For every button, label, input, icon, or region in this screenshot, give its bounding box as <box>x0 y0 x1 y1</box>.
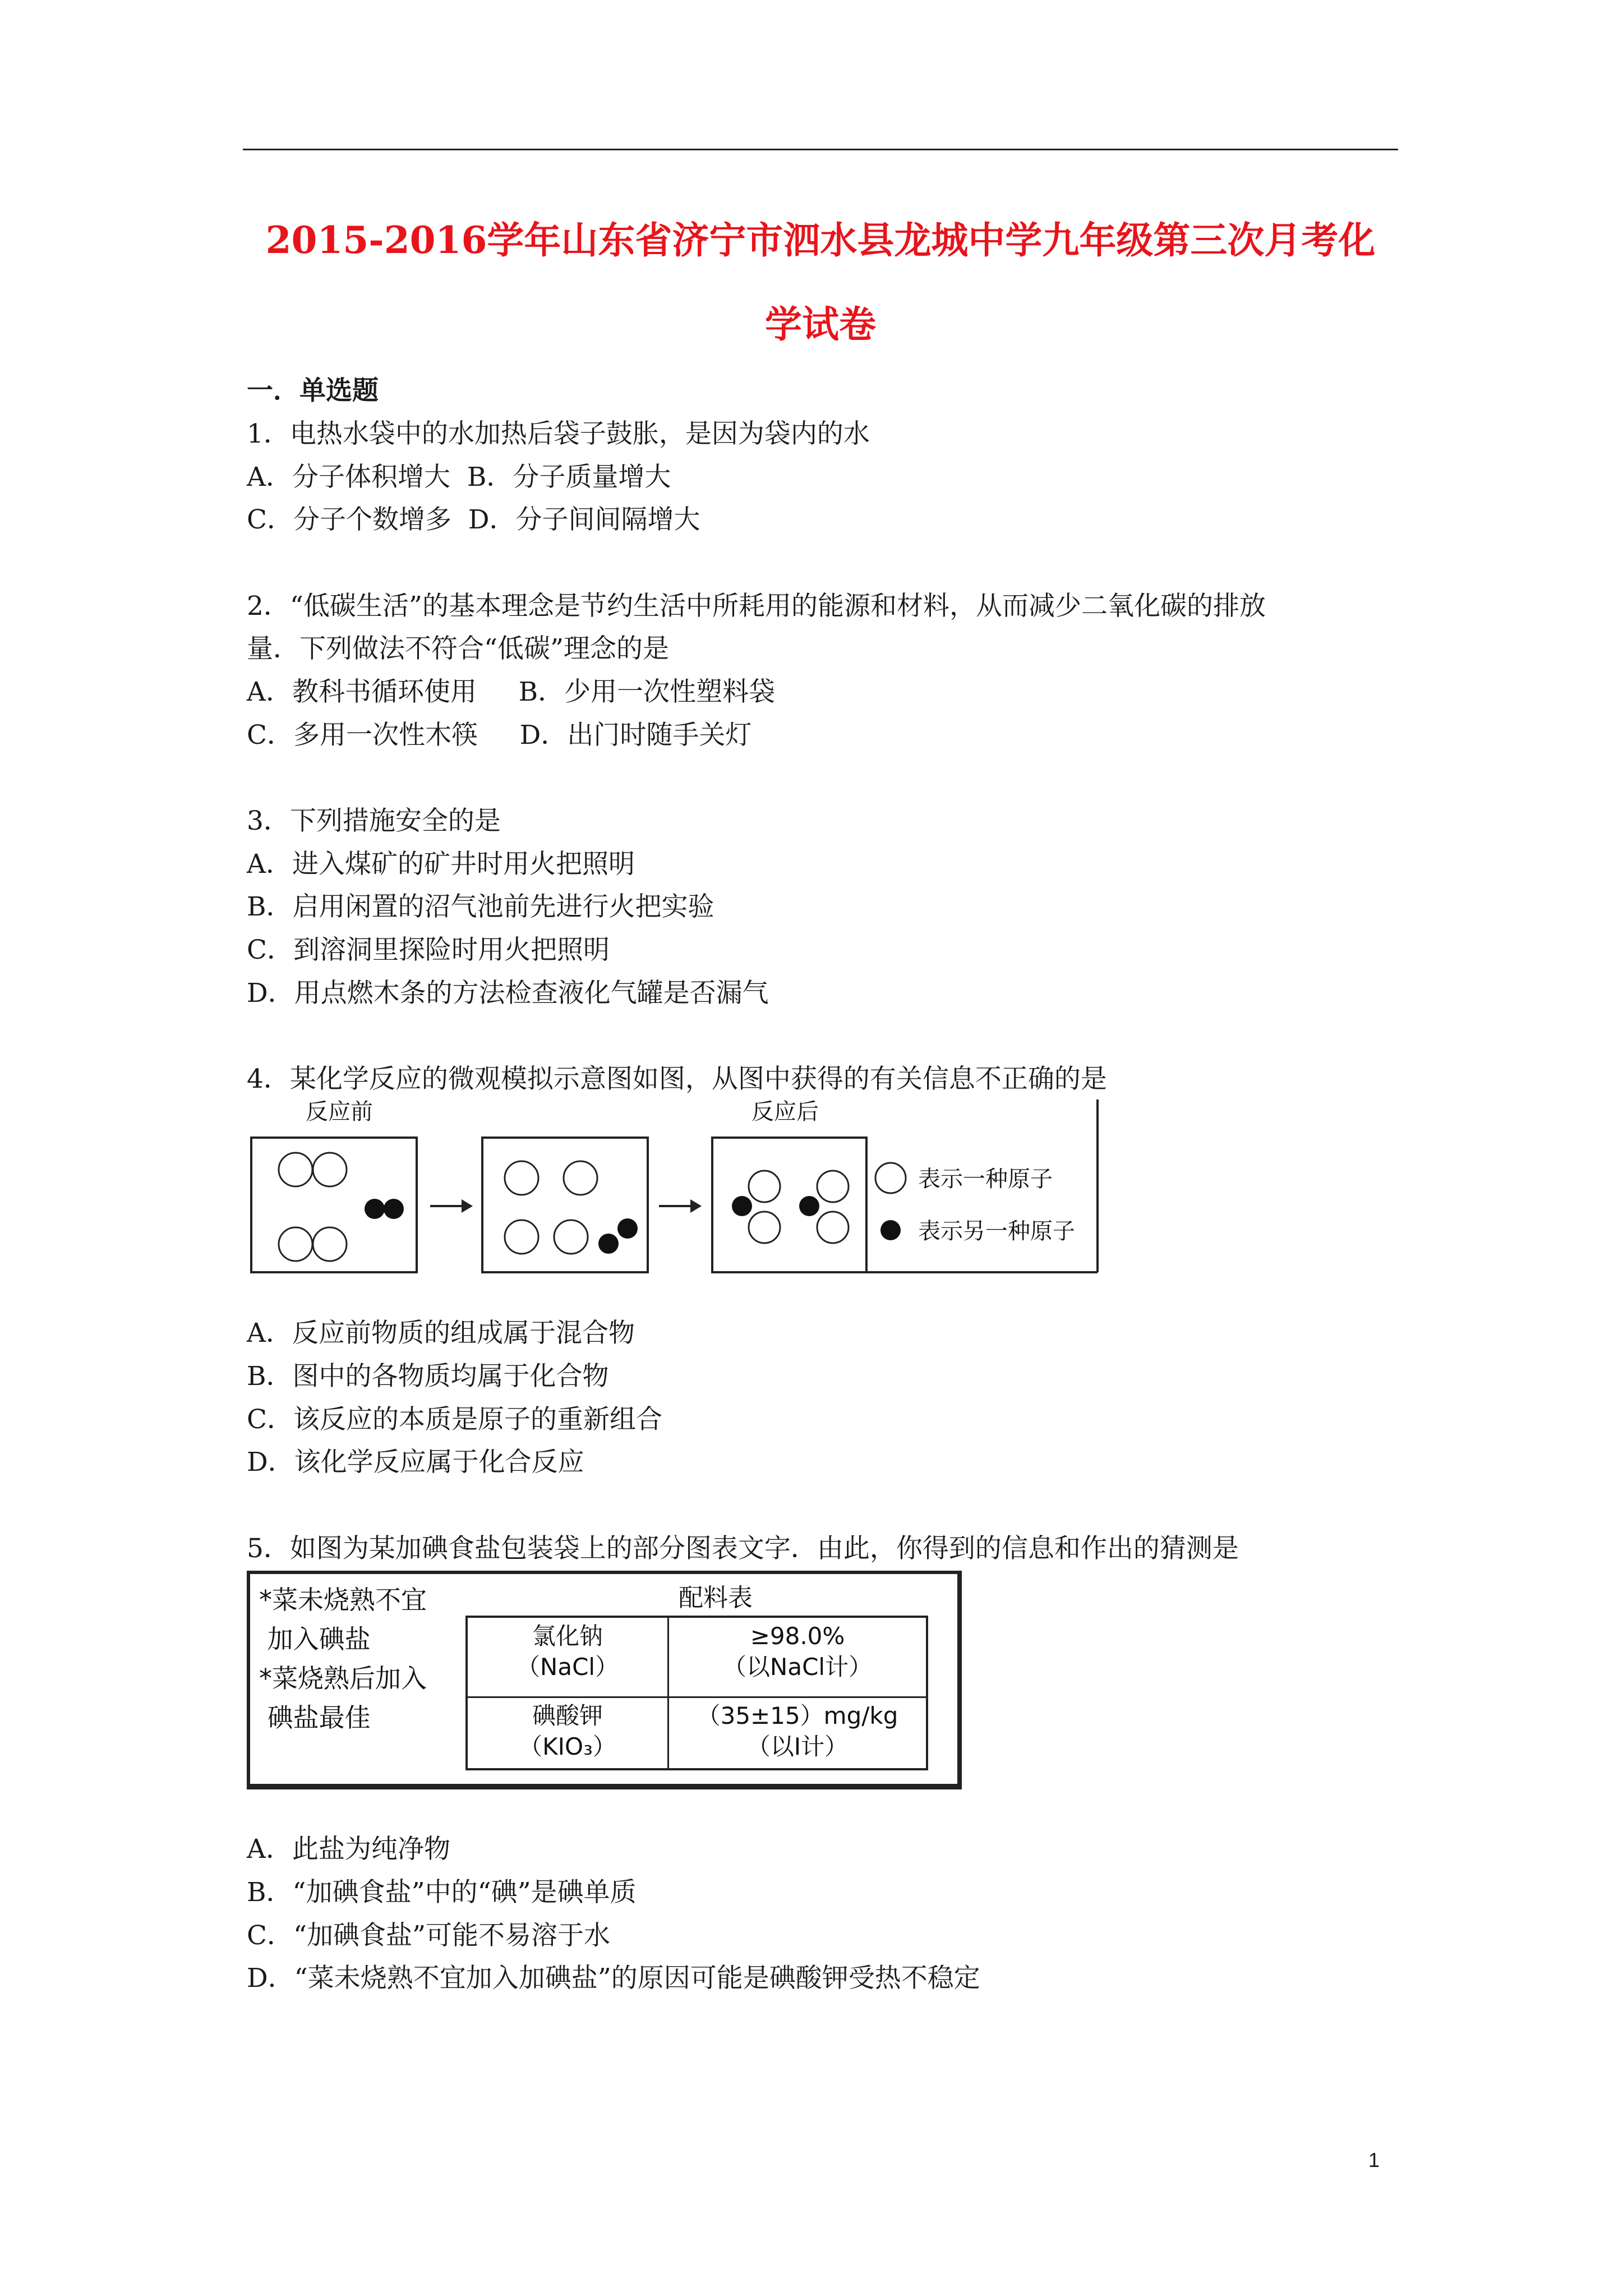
question-3-option: A．进入煤矿的矿井时用火把照明 <box>247 849 635 880</box>
question-3-option: D．用点燃木条的方法检查液化气罐是否漏气 <box>247 978 769 1009</box>
question-1-option-row: A．分子体积增大 B．分子质量增大 <box>247 462 671 493</box>
question-1-stem: 1．电热水袋中的水加热后袋子鼓胀，是因为袋内的水 <box>247 418 870 449</box>
page-title-line2: 学试卷 <box>765 302 876 346</box>
question-5-option: D．“菜未烧熟不宜加入加碘盐”的原因可能是碘酸钾受热不稳定 <box>247 1963 980 1994</box>
ingredients-table <box>465 1616 928 1770</box>
question-4-stem: 4．某化学反应的微观模拟示意图如图，从图中获得的有关信息不正确的是 <box>247 1064 1107 1094</box>
question-5-option: A．此盐为纯净物 <box>247 1834 450 1865</box>
question-1-option-row: C．分子个数增多 D．分子间间隔增大 <box>247 504 700 535</box>
ingredient-name: 碘酸钾 （KIO₃） <box>519 1702 616 1760</box>
salt-note: 碘盐最佳 <box>259 1703 371 1733</box>
salt-note: *菜未烧熟不宜 <box>259 1585 427 1615</box>
legend-black-atom: 表示另一种原子 <box>918 1218 1075 1244</box>
question-5-stem: 5．如图为某加碘食盐包装袋上的部分图表文字．由此，你得到的信息和作出的猜测是 <box>247 1533 1239 1564</box>
question-5-option: C．“加碘食盐”可能不易溶于水 <box>247 1920 611 1951</box>
question-2-option-row: C．多用一次性木筷 D．出门时随手关灯 <box>247 720 752 751</box>
after-label: 反应后 <box>751 1099 819 1125</box>
before-label: 反应前 <box>306 1099 373 1125</box>
question-4-option: A．反应前物质的组成属于混合物 <box>247 1318 635 1349</box>
section-heading: 一．单选题 <box>247 375 379 406</box>
question-3-option: C．到溶洞里探险时用火把照明 <box>247 935 610 965</box>
question-4-option: B．图中的各物质均属于化合物 <box>247 1361 609 1392</box>
question-3-option: B．启用闲置的沼气池前先进行火把实验 <box>247 891 714 922</box>
question-3-stem: 3．下列措施安全的是 <box>247 806 501 836</box>
question-4-option: D．该化学反应属于化合反应 <box>247 1447 584 1478</box>
ingredients-table-title: 配料表 <box>679 1584 753 1612</box>
question-4-option: C．该反应的本质是原子的重新组合 <box>247 1404 662 1435</box>
question-2-stem: 2．“低碳生活”的基本理念是节约生活中所耗用的能源和材料，从而减少二氧化碳的排放 <box>247 591 1266 622</box>
ingredient-name: 氯化钠 （NaCl） <box>516 1622 619 1681</box>
salt-note: *菜烧熟后加入 <box>259 1663 427 1694</box>
salt-note: 加入碘盐 <box>259 1624 371 1654</box>
salt-package-label <box>247 1571 962 1789</box>
reaction-diagram <box>250 1094 1102 1282</box>
header-rule <box>243 149 1398 150</box>
ingredient-amount: ≥98.0% （以NaCl计） <box>722 1622 873 1681</box>
question-5-option: B．“加碘食盐”中的“碘”是碘单质 <box>247 1877 637 1908</box>
page-title-line1: 2015-2016学年山东省济宁市泗水县龙城中学九年级第三次月考化 <box>265 218 1376 262</box>
legend-white-atom: 表示一种原子 <box>918 1166 1053 1192</box>
question-2-stem: 量．下列做法不符合“低碳”理念的是 <box>247 633 670 664</box>
question-2-option-row: A．教科书循环使用 B．少用一次性塑料袋 <box>247 677 776 707</box>
page-number: 1 <box>1368 2148 1380 2171</box>
ingredient-amount: （35±15）mg/kg （以I计） <box>697 1702 898 1760</box>
